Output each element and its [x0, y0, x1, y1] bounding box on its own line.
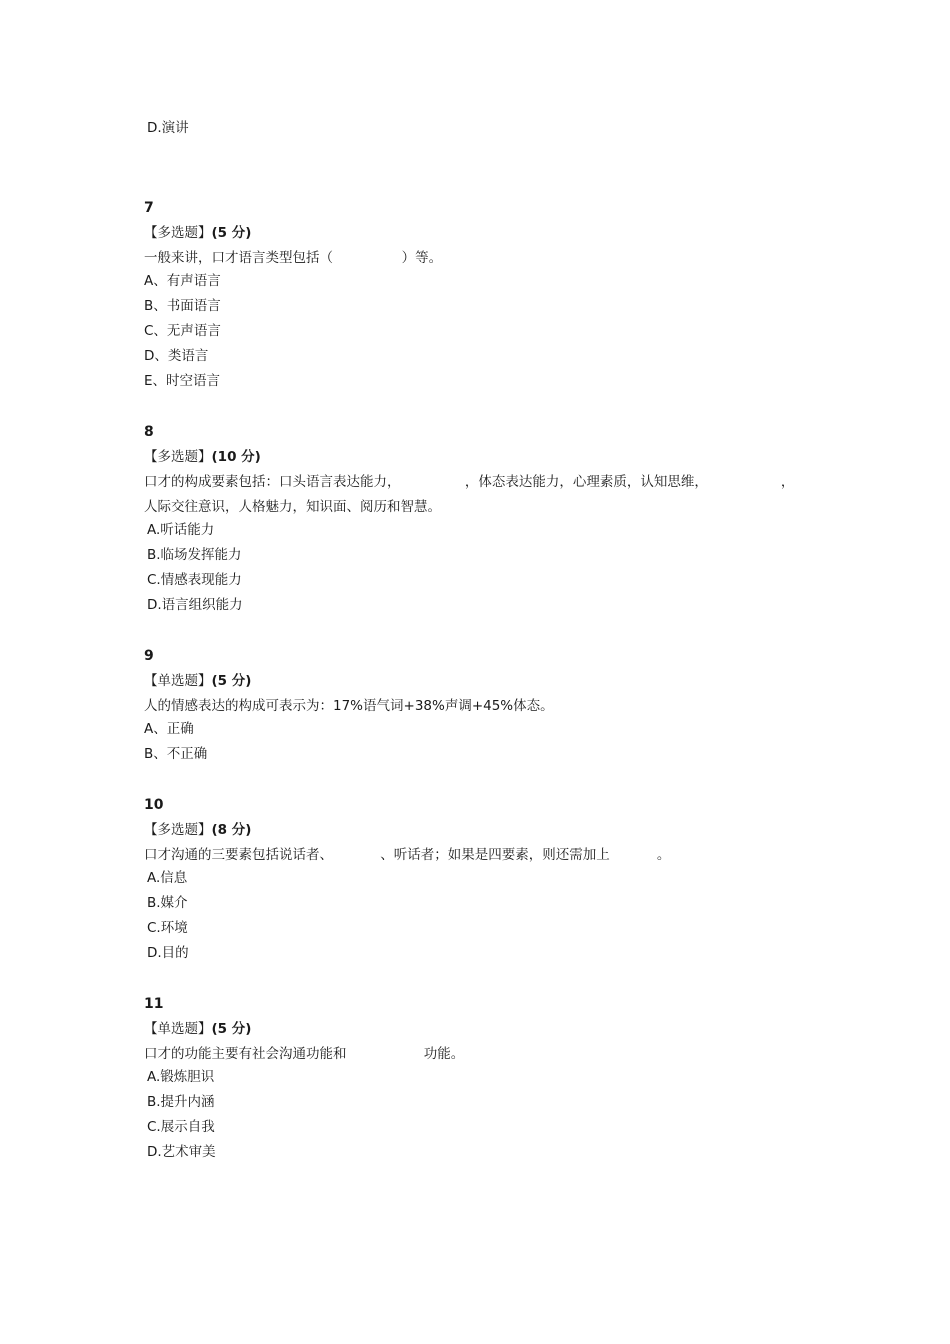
question-stem: 口才的功能主要有社会沟通功能和 功能。 [144, 1046, 465, 1062]
question-number: 7 [144, 200, 154, 216]
option-a: A.信息 [147, 870, 188, 886]
option-c: C.展示自我 [147, 1119, 215, 1135]
question-number: 10 [144, 797, 164, 813]
question-number: 8 [144, 424, 154, 440]
option-d: D、类语言 [144, 348, 209, 364]
question-type: 【多选题】(8 分) [144, 822, 252, 838]
option-c: C、无声语言 [144, 323, 221, 339]
option-a: A.听话能力 [147, 522, 215, 538]
question-type: 【单选题】(5 分) [144, 1021, 252, 1037]
option-c: C.情感表现能力 [147, 572, 242, 588]
option-d: D.目的 [147, 945, 189, 961]
option-b: B.临场发挥能力 [147, 547, 242, 563]
question-stem: 口才的构成要素包括：口头语言表达能力， ，体态表达能力，心理素质，认知思维， ， [144, 474, 795, 490]
question-stem: 一般来讲，口才语言类型包括（ ）等。 [144, 250, 443, 266]
option-b: B.提升内涵 [147, 1094, 215, 1110]
question-stem: 口才沟通的三要素包括说话者、 、听话者；如果是四要素，则还需加上 。 [144, 847, 671, 863]
option-d: D.艺术审美 [147, 1144, 216, 1160]
option-a: A、有声语言 [144, 273, 221, 289]
question-stem: 人的情感表达的构成可表示为：17%语气词+38%声调+45%体态。 [144, 698, 554, 714]
question-type: 【多选题】(5 分) [144, 225, 252, 241]
option-a: A.锻炼胆识 [147, 1069, 215, 1085]
option-b: B、书面语言 [144, 298, 221, 314]
option-d: D.语言组织能力 [147, 597, 243, 613]
option-b: B、不正确 [144, 746, 208, 762]
option-a: A、正确 [144, 721, 194, 737]
option-e: E、时空语言 [144, 373, 221, 389]
question-number: 9 [144, 648, 154, 664]
prev-option-d: D.演讲 [147, 120, 189, 136]
option-c: C.环境 [147, 920, 188, 936]
question-stem-line-2: 人际交往意识，人格魅力，知识面、阅历和智慧。 [144, 499, 441, 515]
question-number: 11 [144, 996, 164, 1012]
question-type: 【多选题】(10 分) [144, 449, 261, 465]
question-type: 【单选题】(5 分) [144, 673, 252, 689]
option-b: B.媒介 [147, 895, 188, 911]
